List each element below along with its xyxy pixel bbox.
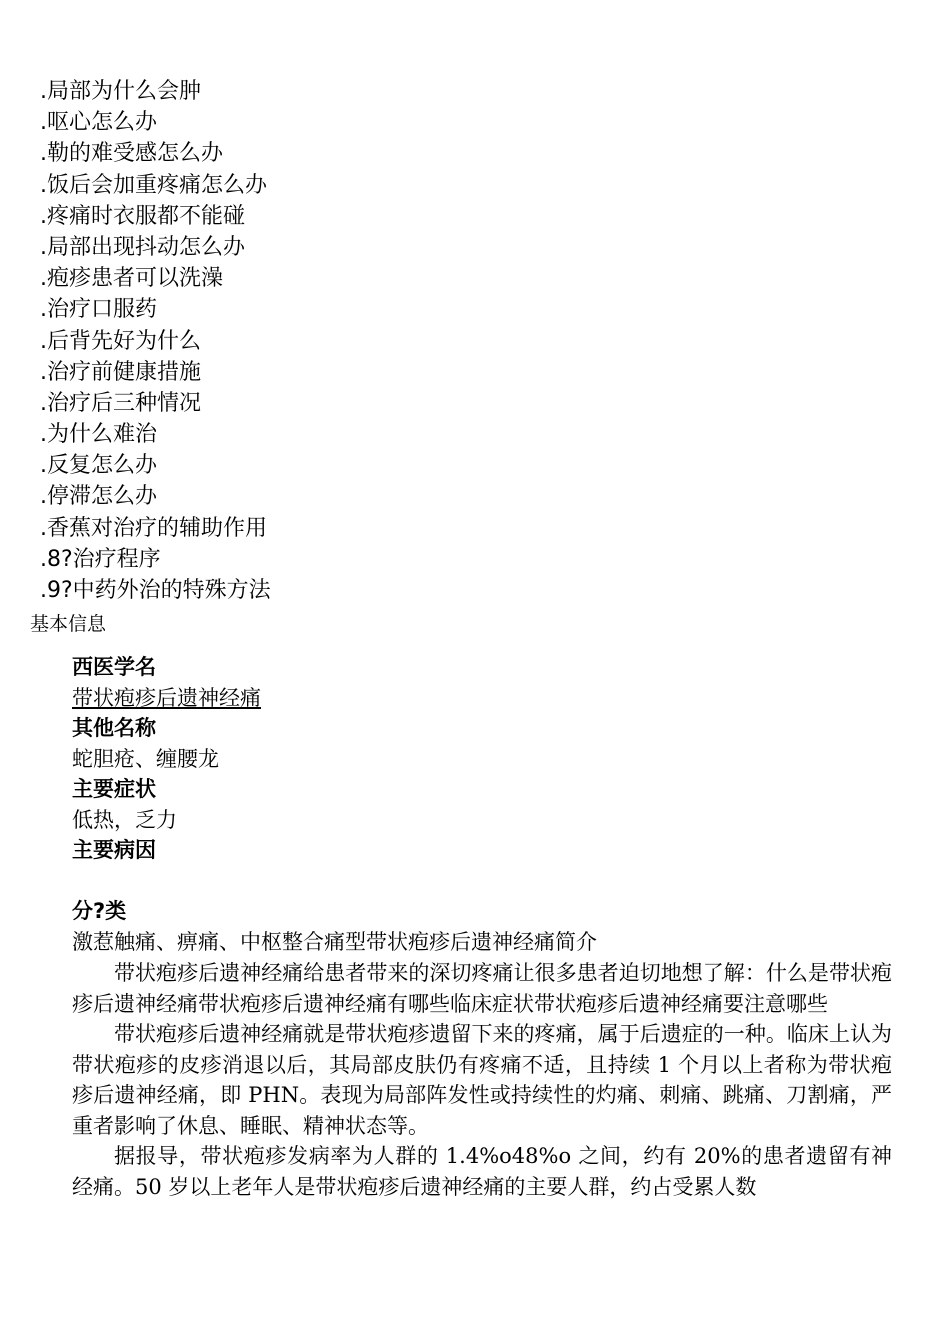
western-name-link[interactable]: 带状疱疹后遗神经痛 <box>72 685 261 710</box>
toc-item[interactable]: .反复怎么办 <box>40 453 157 479</box>
toc-item[interactable]: .为什么难治 <box>40 422 157 448</box>
toc-item[interactable]: .香蕉对治疗的辅助作用 <box>40 515 267 541</box>
toc-item[interactable]: .8?治疗程序 <box>40 546 161 572</box>
other-names-label: 其他名称 <box>72 716 156 740</box>
paragraph: 据报导，带状疱疹发病率为人群的 1.4%o48%o 之间，约有 20%的患者遗留有神经痛。50 岁以上老年人是带状疱疹后遗神经痛的主要人群，约占受累人数 <box>72 1144 892 1199</box>
toc-item[interactable]: .治疗口服药 <box>40 297 157 323</box>
main-symptoms-value: 低热，乏力 <box>72 807 177 832</box>
toc-item[interactable]: .停滞怎么办 <box>40 484 157 510</box>
toc-item[interactable]: .呕心怎么办 <box>40 110 157 136</box>
main-cause-label: 主要病因 <box>72 838 156 862</box>
other-names-value: 蛇胆疮、缠腰龙 <box>72 746 219 771</box>
toc-item[interactable]: .治疗前健康措施 <box>40 359 201 385</box>
section-label-basic-info: 基本信息 <box>30 613 107 635</box>
toc-item[interactable]: .9?中药外治的特殊方法 <box>40 578 271 603</box>
table-of-contents <box>40 76 271 606</box>
basic-info-block <box>72 652 892 957</box>
toc-item[interactable]: .勒的难受感怎么办 <box>40 141 223 167</box>
classification-value: 激惹触痛、痹痛、中枢整合痛型带状疱疹后遗神经痛简介 <box>72 929 597 954</box>
toc-item[interactable]: .疱疹患者可以洗澡 <box>40 266 223 292</box>
blank-line <box>72 866 892 897</box>
body-text <box>72 958 892 1202</box>
paragraph: 带状疱疹后遗神经痛给患者带来的深切疼痛让很多患者迫切地想了解：什么是带状疱疹后遗神经痛带状疱疹后遗神经痛有哪些临床症状带状疱疹后遗神经痛要注意哪些 <box>72 961 892 1016</box>
classification-label: 分?类 <box>72 899 127 923</box>
paragraph: 带状疱疹后遗神经痛就是带状疱疹遗留下来的疼痛，属于后遗症的一种。临床上认为带状疱疹的皮疹消退以后，其局部皮肤仍有疼痛不适，且持续 1 个月以上者称为带状疱疹后遗神经痛，即 PHN。表现为局部阵发性或持续性的灼痛、刺痛、跳痛、刀割痛，严重者影响了休息、睡眠、精神状态等。 <box>72 1022 892 1138</box>
toc-item[interactable]: .局部为什么会肿 <box>40 79 201 104</box>
toc-item[interactable]: .治疗后三种情况 <box>40 390 201 416</box>
toc-item[interactable]: .疼痛时衣服都不能碰 <box>40 203 245 229</box>
toc-item[interactable]: .局部出现抖动怎么办 <box>40 234 245 260</box>
western-name-label: 西医学名 <box>72 655 156 679</box>
toc-item[interactable]: .饭后会加重疼痛怎么办 <box>40 172 267 198</box>
main-symptoms-label: 主要症状 <box>72 777 156 801</box>
toc-item[interactable]: .后背先好为什么 <box>40 328 201 354</box>
